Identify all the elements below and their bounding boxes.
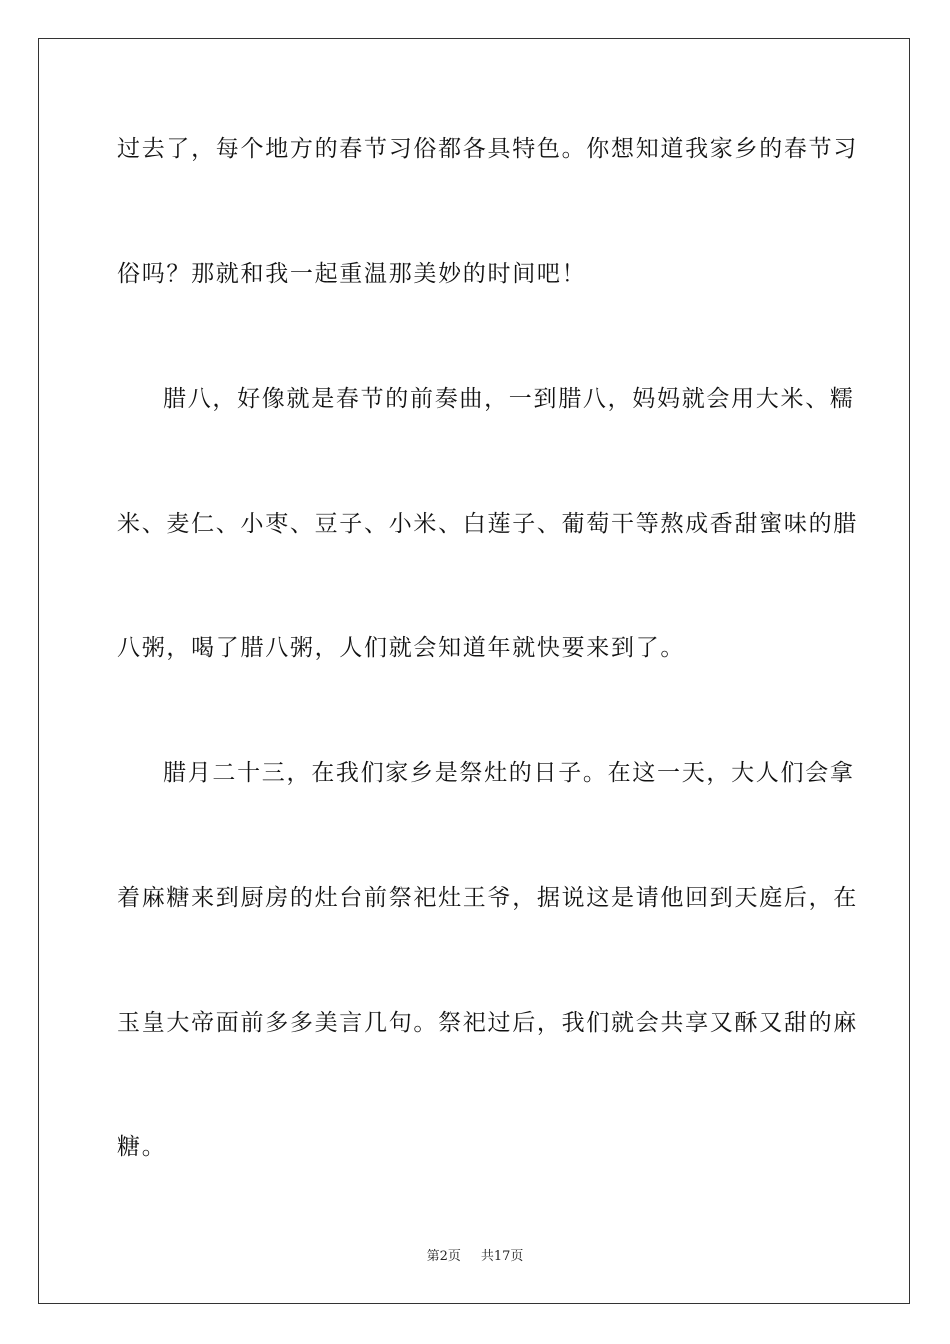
text-line: 过去了，每个地方的春节习俗都各具特色。你想知道我家乡的春节习 — [117, 136, 858, 162]
text-line: 俗吗？那就和我一起重温那美妙的时间吧！ — [117, 261, 587, 287]
paragraph-first-line: 腊月二十三，在我们家乡是祭灶的日子。在这一天，大人们会拿 — [163, 760, 855, 786]
text-line: 糖。 — [117, 1134, 167, 1160]
page-number: 第2页 — [426, 1249, 461, 1264]
page-total: 共17页 — [480, 1249, 524, 1264]
page-border — [38, 38, 910, 1304]
page-footer — [0, 1248, 950, 1266]
text-line: 米、麦仁、小枣、豆子、小米、白莲子、葡萄干等熬成香甜蜜味的腊 — [117, 511, 858, 537]
paragraph-first-line: 腊八，好像就是春节的前奏曲，一到腊八，妈妈就会用大米、糯 — [163, 386, 855, 412]
text-line: 八粥，喝了腊八粥，人们就会知道年就快要来到了。 — [117, 635, 686, 661]
text-line: 玉皇大帝面前多多美言几句。祭祀过后，我们就会共享又酥又甜的麻 — [117, 1010, 858, 1036]
text-line: 着麻糖来到厨房的灶台前祭祀灶王爷，据说这是请他回到天庭后，在 — [117, 885, 858, 911]
